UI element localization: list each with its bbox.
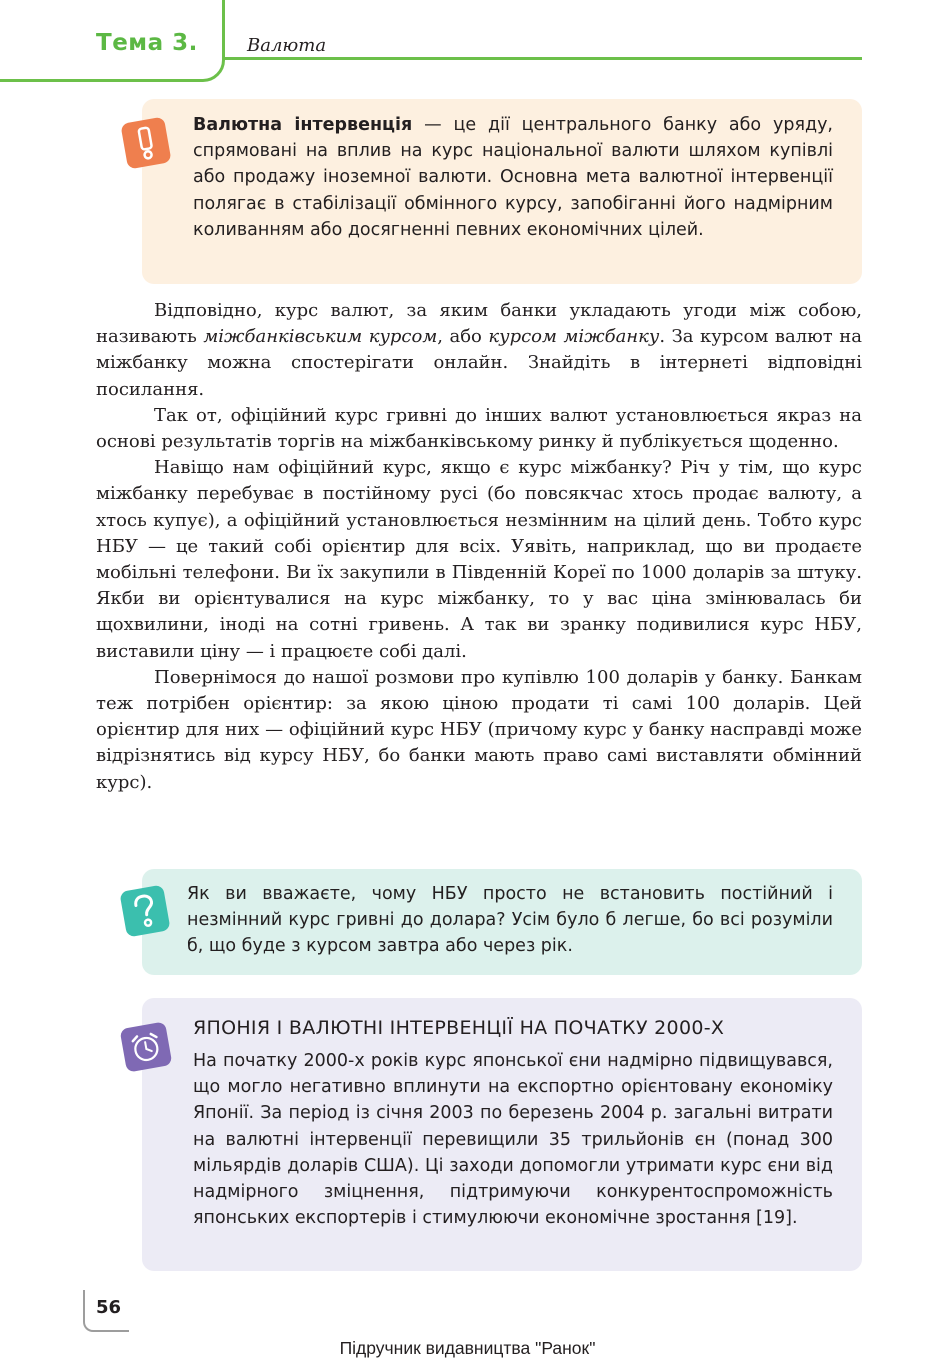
interbank-term: курсом міжбанку <box>488 326 660 348</box>
paragraph-1-part-c: . За курсом валют на міжбанку можна спостерігати онлайн. Знайдіть в інтернеті відповідні посилання. <box>96 326 862 400</box>
fact-text: На початку 2000-х років курс японської єни надмірно підвищувався, що могло негативно вплинути на експортно орієнтовану економіку Японії. За період із січня 2003 по березень 2004 р. загальні витрати на валютні інтервенції перевищили 35 трильйонів єн (понад 300 мільярдів доларів США). Ці заходи допомогли утримати курс єни від надмірного зміцнення, підтримуючи конкурентоспроможність японських експортерів і стимулюючи економічне зростання [19]. <box>193 1051 833 1229</box>
publisher-footer: Підручник видавництва "Ранок" <box>339 1338 596 1358</box>
alarm-clock-icon <box>120 1021 173 1072</box>
main-text <box>96 298 862 796</box>
paragraph-2: Так от, офіційний курс гривні до інших валют установлюється якраз на основі результатів торгів на міжбанківському ринку й публікується щоденно. <box>96 404 862 453</box>
page-number: 56 <box>96 1297 122 1318</box>
topic-label: Тема 3. <box>96 30 198 56</box>
paragraph-1 <box>96 298 862 403</box>
definition-body: — це дії центрального банку або уряду, спрямовані на вплив на курс національної валюти шляхом купівлі або продажу іноземної валюти. Основна мета валютної інтервенції полягає в стабілізації обмінного курсу, запобіганні його надмірним коливанням або досягненні певних економічних цілей. <box>193 115 833 240</box>
paragraph-4: Повернімося до нашої розмови про купівлю 100 доларів у банку. Банкам теж потрібен орієнтир: за якою ціною продати ті самі 100 доларів. Цей орієнтир для них — офіційний курс НБУ (причому курс у банку насправді може відрізнятись від курсу НБУ, бо банки мають право самі виставляти обмінний курс). <box>96 666 862 793</box>
definition-text <box>193 112 833 243</box>
header-divider <box>225 57 862 60</box>
definition-term: Валютна інтервенція <box>193 115 413 135</box>
section-title: Валюта <box>247 35 327 56</box>
paragraph-3: Навіщо нам офіційний курс, якщо є курс міжбанку? Річ у тім, що курс міжбанку перебуває в постійному русі (бо повсякчас хтось продає валюту, а хтось купує), а офіційний установлюється незмінним на цілий день. Тобто курс НБУ — це такий собі орієнтир для всіх. Уявіть, наприклад, що ви продаєте мобільні телефони. Ви їх закупили в Південній Кореї по 1000 доларів за штуку. Якби ви орієнтувалися на курс міжбанку, то у вас ціна змінювалась би щохвилини, іноді на сотні гривень. А так ви зранку подивилися курс НБУ, виставили ціну — і працюєте собі далі. <box>96 457 862 662</box>
paragraph-1-part-a: Відповідно, курс валют, за яким банки укладають угоди між собою, називають <box>96 300 862 348</box>
question-text: Як ви вважаєте, чому НБУ просто не встановить постійний і незмінний курс гривні до долара? Усім було б легше, бо всі розуміли б, що буде з курсом завтра або через рік. <box>187 884 833 957</box>
exclamation-icon <box>120 117 171 170</box>
interbank-rate-term: міжбанківським курсом <box>203 326 438 348</box>
paragraph-1-part-b: , або <box>437 326 489 348</box>
fact-title: ЯПОНІЯ І ВАЛЮТНІ ІНТЕРВЕНЦІЇ НА ПОЧАТКУ 2000-Х <box>193 1017 725 1039</box>
question-mark-icon <box>119 885 170 938</box>
